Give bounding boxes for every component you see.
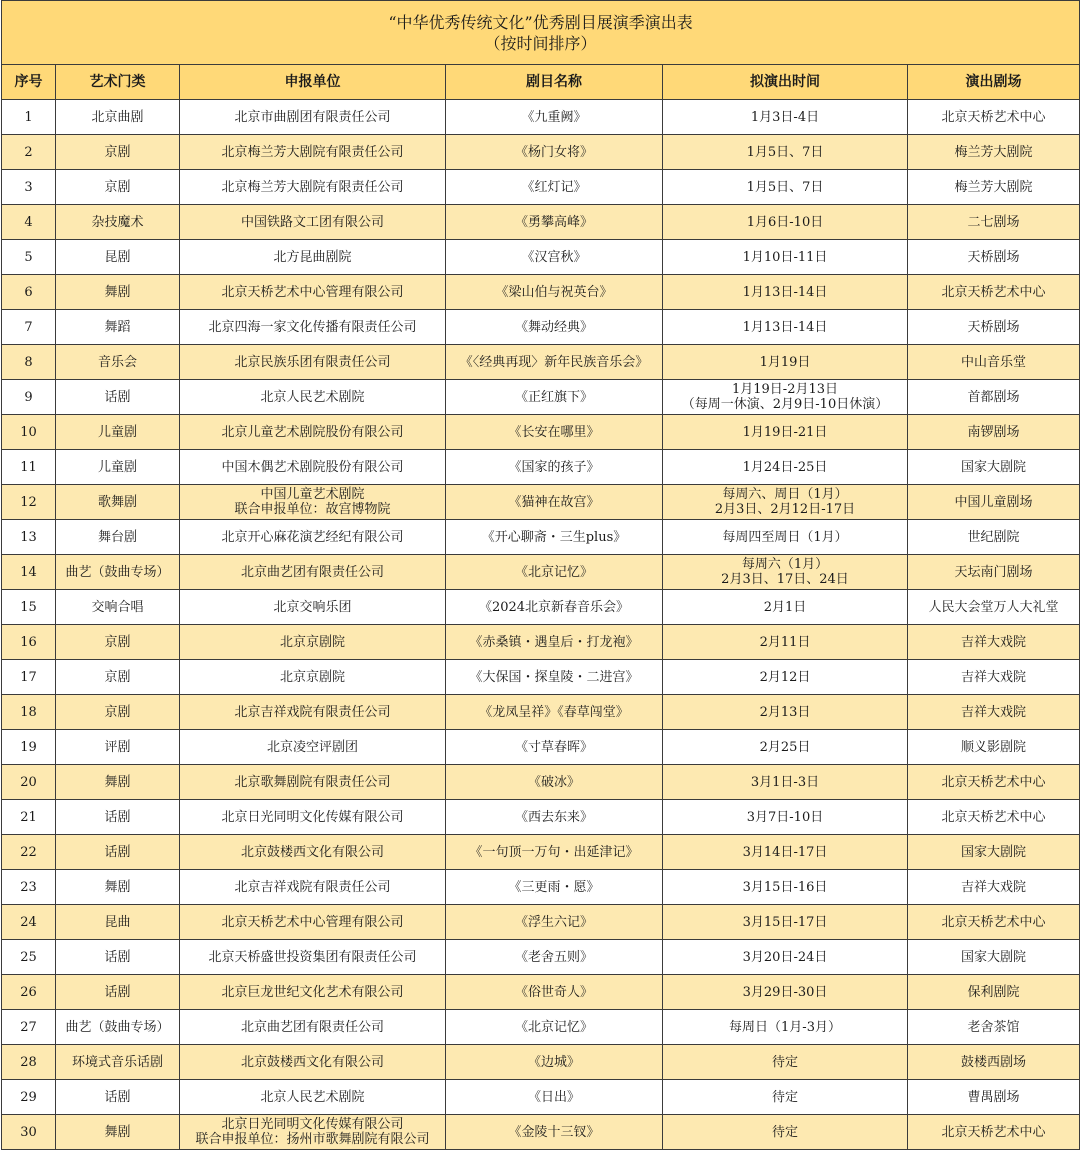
cell-category: 曲艺（鼓曲专场） xyxy=(56,555,180,590)
cell-no: 23 xyxy=(2,870,56,905)
header-row xyxy=(2,65,1080,100)
cell-category: 舞剧 xyxy=(56,275,180,310)
table-row xyxy=(2,485,1080,520)
cell-title: 《勇攀高峰》 xyxy=(446,205,663,240)
cell-unit-line: 北京天桥艺术中心管理有限公司 xyxy=(221,914,404,930)
cell-unit xyxy=(180,975,446,1010)
cell-unit-line: 北京京剧院 xyxy=(279,634,345,650)
cell-time-line: 3月14日-17日 xyxy=(742,844,828,860)
cell-venue: 鼓楼西剧场 xyxy=(908,1045,1080,1080)
cell-title: 《舞动经典》 xyxy=(446,310,663,345)
cell-time xyxy=(663,485,908,520)
cell-unit-line: 北京市曲剧团有限责任公司 xyxy=(234,109,391,125)
table-row xyxy=(2,170,1080,205)
cell-unit xyxy=(180,520,446,555)
cell-no: 15 xyxy=(2,590,56,625)
cell-unit-line: 北京曲艺团有限责任公司 xyxy=(240,564,384,580)
cell-time-line: 2月25日 xyxy=(759,739,811,755)
cell-time xyxy=(663,310,908,345)
cell-unit xyxy=(180,765,446,800)
cell-category: 音乐会 xyxy=(56,345,180,380)
cell-category: 话剧 xyxy=(56,1080,180,1115)
cell-venue: 首都剧场 xyxy=(908,380,1080,415)
cell-unit xyxy=(180,100,446,135)
header-time: 拟演出时间 xyxy=(663,65,908,100)
cell-no: 18 xyxy=(2,695,56,730)
cell-title: 《北京记忆》 xyxy=(446,1010,663,1045)
cell-unit xyxy=(180,380,446,415)
cell-category: 昆曲 xyxy=(56,905,180,940)
cell-time xyxy=(663,520,908,555)
cell-unit-line: 北京儿童艺术剧院股份有限公司 xyxy=(221,424,404,440)
cell-no: 19 xyxy=(2,730,56,765)
cell-venue: 北京天桥艺术中心 xyxy=(908,765,1080,800)
cell-time xyxy=(663,870,908,905)
cell-unit xyxy=(180,170,446,205)
table-row xyxy=(2,380,1080,415)
cell-time-line: 每周六（1月） xyxy=(741,557,829,572)
cell-venue: 吉祥大戏院 xyxy=(908,695,1080,730)
cell-time-line: 1月10日-11日 xyxy=(742,249,828,265)
table-row xyxy=(2,100,1080,135)
cell-unit-line: 北京日光同明文化传媒有限公司 xyxy=(221,1117,404,1132)
title-row xyxy=(2,1,1080,65)
cell-time-line: 1月6日-10日 xyxy=(746,214,824,230)
cell-venue: 老舍茶馆 xyxy=(908,1010,1080,1045)
cell-unit-line: 联合申报单位：故宫博物院 xyxy=(234,502,391,517)
cell-time xyxy=(663,170,908,205)
cell-venue: 天桥剧场 xyxy=(908,240,1080,275)
cell-venue: 北京天桥艺术中心 xyxy=(908,275,1080,310)
table-row xyxy=(2,1045,1080,1080)
cell-venue: 国家大剧院 xyxy=(908,835,1080,870)
cell-time-line: 2月3日、17日、24日 xyxy=(721,572,849,587)
table-row xyxy=(2,415,1080,450)
cell-category: 京剧 xyxy=(56,660,180,695)
cell-category: 京剧 xyxy=(56,135,180,170)
cell-unit-line: 中国铁路文工团有限公司 xyxy=(240,214,384,230)
cell-category: 京剧 xyxy=(56,170,180,205)
cell-unit-line: 中国木偶艺术剧院股份有限公司 xyxy=(221,459,404,475)
cell-time-line: 2月3日、2月12日-17日 xyxy=(714,502,856,517)
cell-title: 《长安在哪里》 xyxy=(446,415,663,450)
table-row xyxy=(2,730,1080,765)
cell-time-line: 2月11日 xyxy=(759,634,811,650)
header-venue: 演出剧场 xyxy=(908,65,1080,100)
cell-unit-line: 北京巨龙世纪文化艺术有限公司 xyxy=(221,984,404,1000)
cell-unit-line: 北京京剧院 xyxy=(279,669,345,685)
cell-venue: 二七剧场 xyxy=(908,205,1080,240)
table-row xyxy=(2,240,1080,275)
cell-no: 12 xyxy=(2,485,56,520)
cell-title: 《猫神在故宫》 xyxy=(446,485,663,520)
cell-venue: 北京天桥艺术中心 xyxy=(908,800,1080,835)
cell-category: 话剧 xyxy=(56,800,180,835)
cell-title: 《金陵十三钗》 xyxy=(446,1115,663,1150)
cell-no: 11 xyxy=(2,450,56,485)
table-row xyxy=(2,765,1080,800)
table-row xyxy=(2,1080,1080,1115)
cell-title: 《赤桑镇・遇皇后・打龙袍》 xyxy=(446,625,663,660)
cell-title: 《寸草春晖》 xyxy=(446,730,663,765)
cell-title: 《国家的孩子》 xyxy=(446,450,663,485)
cell-venue: 中山音乐堂 xyxy=(908,345,1080,380)
cell-time xyxy=(663,450,908,485)
table-row xyxy=(2,520,1080,555)
cell-time-line: 1月19日-21日 xyxy=(742,424,828,440)
cell-venue: 顺义影剧院 xyxy=(908,730,1080,765)
cell-unit-line: 北京鼓楼西文化有限公司 xyxy=(240,1054,384,1070)
cell-time-line: 3月20日-24日 xyxy=(742,949,828,965)
cell-time xyxy=(663,660,908,695)
cell-unit xyxy=(180,1115,446,1150)
table-row xyxy=(2,1115,1080,1150)
cell-unit xyxy=(180,555,446,590)
cell-unit-line: 北京吉祥戏院有限责任公司 xyxy=(234,704,391,720)
cell-time xyxy=(663,1045,908,1080)
cell-no: 7 xyxy=(2,310,56,345)
schedule-table xyxy=(1,0,1080,1150)
cell-time xyxy=(663,975,908,1010)
cell-time-line: 2月1日 xyxy=(763,599,807,615)
cell-title: 《俗世奇人》 xyxy=(446,975,663,1010)
table-row xyxy=(2,940,1080,975)
cell-unit-line: 北京歌舞剧院有限责任公司 xyxy=(234,774,391,790)
header-title: 剧目名称 xyxy=(446,65,663,100)
cell-time-line: 每周六、周日（1月） xyxy=(722,487,848,502)
cell-venue: 梅兰芳大剧院 xyxy=(908,135,1080,170)
cell-time xyxy=(663,345,908,380)
cell-time-line: 3月1日-3日 xyxy=(750,774,820,790)
cell-unit-line: 北方昆曲剧院 xyxy=(273,249,352,265)
cell-category: 舞台剧 xyxy=(56,520,180,555)
cell-time-line: 2月13日 xyxy=(759,704,811,720)
cell-title: 《浮生六记》 xyxy=(446,905,663,940)
cell-category: 北京曲剧 xyxy=(56,100,180,135)
cell-title: 《大保国・探皇陵・二进宫》 xyxy=(446,660,663,695)
cell-time xyxy=(663,135,908,170)
cell-venue: 曹禺剧场 xyxy=(908,1080,1080,1115)
page-subtitle: （按时间排序） xyxy=(484,33,597,53)
cell-venue: 南锣剧场 xyxy=(908,415,1080,450)
cell-venue: 国家大剧院 xyxy=(908,450,1080,485)
cell-no: 1 xyxy=(2,100,56,135)
cell-time xyxy=(663,205,908,240)
cell-category: 昆剧 xyxy=(56,240,180,275)
cell-no: 30 xyxy=(2,1115,56,1150)
cell-time-line: 3月15日-16日 xyxy=(742,879,828,895)
table-row xyxy=(2,905,1080,940)
cell-time-line: 1月3日-4日 xyxy=(750,109,820,125)
cell-time xyxy=(663,695,908,730)
cell-no: 17 xyxy=(2,660,56,695)
cell-no: 13 xyxy=(2,520,56,555)
table-row xyxy=(2,135,1080,170)
cell-unit-line: 北京天桥艺术中心管理有限公司 xyxy=(221,284,404,300)
cell-no: 20 xyxy=(2,765,56,800)
cell-unit xyxy=(180,345,446,380)
cell-no: 4 xyxy=(2,205,56,240)
cell-unit-line: 北京曲艺团有限责任公司 xyxy=(240,1019,384,1035)
cell-no: 26 xyxy=(2,975,56,1010)
cell-category: 京剧 xyxy=(56,695,180,730)
cell-unit xyxy=(180,590,446,625)
cell-unit xyxy=(180,310,446,345)
cell-title: 《杨门女将》 xyxy=(446,135,663,170)
cell-time-line: 每周四至周日（1月） xyxy=(722,529,848,545)
cell-category: 话剧 xyxy=(56,380,180,415)
table-row xyxy=(2,1010,1080,1045)
cell-time-line: 1月19日-2月13日 xyxy=(731,382,839,397)
cell-time xyxy=(663,905,908,940)
table-row xyxy=(2,870,1080,905)
cell-category: 京剧 xyxy=(56,625,180,660)
cell-time-line: 1月13日-14日 xyxy=(742,319,828,335)
cell-title: 《汉宫秋》 xyxy=(446,240,663,275)
cell-time xyxy=(663,380,908,415)
cell-unit xyxy=(180,695,446,730)
cell-time xyxy=(663,590,908,625)
cell-venue: 国家大剧院 xyxy=(908,940,1080,975)
cell-category: 舞剧 xyxy=(56,765,180,800)
cell-unit xyxy=(180,730,446,765)
cell-time-line: 待定 xyxy=(771,1054,798,1070)
table-row xyxy=(2,695,1080,730)
cell-venue: 吉祥大戏院 xyxy=(908,625,1080,660)
cell-category: 话剧 xyxy=(56,835,180,870)
cell-no: 24 xyxy=(2,905,56,940)
cell-no: 29 xyxy=(2,1080,56,1115)
cell-title: 《老舍五则》 xyxy=(446,940,663,975)
cell-no: 3 xyxy=(2,170,56,205)
cell-unit xyxy=(180,275,446,310)
cell-unit xyxy=(180,835,446,870)
cell-venue: 保利剧院 xyxy=(908,975,1080,1010)
cell-unit xyxy=(180,940,446,975)
cell-venue: 人民大会堂万人大礼堂 xyxy=(908,590,1080,625)
cell-title: 《一句顶一万句・出延津记》 xyxy=(446,835,663,870)
cell-venue: 天坛南门剧场 xyxy=(908,555,1080,590)
table-row xyxy=(2,205,1080,240)
cell-venue: 吉祥大戏院 xyxy=(908,870,1080,905)
cell-time-line: 待定 xyxy=(771,1089,798,1105)
cell-title: 《破冰》 xyxy=(446,765,663,800)
cell-no: 2 xyxy=(2,135,56,170)
cell-unit-line: 北京四海一家文化传播有限责任公司 xyxy=(208,319,417,335)
cell-title: 《三更雨・愿》 xyxy=(446,870,663,905)
cell-unit-line: 北京梅兰芳大剧院有限责任公司 xyxy=(221,179,404,195)
table-row xyxy=(2,660,1080,695)
cell-unit-line: 北京梅兰芳大剧院有限责任公司 xyxy=(221,144,404,160)
cell-unit xyxy=(180,240,446,275)
cell-category: 评剧 xyxy=(56,730,180,765)
cell-title: 《龙凤呈祥》《春草闯堂》 xyxy=(446,695,663,730)
cell-unit-line: 北京吉祥戏院有限责任公司 xyxy=(234,879,391,895)
cell-time xyxy=(663,555,908,590)
cell-unit xyxy=(180,135,446,170)
cell-time-line: 1月13日-14日 xyxy=(742,284,828,300)
cell-title: 《日出》 xyxy=(446,1080,663,1115)
cell-venue: 北京天桥艺术中心 xyxy=(908,905,1080,940)
cell-no: 10 xyxy=(2,415,56,450)
cell-unit xyxy=(180,450,446,485)
cell-venue: 北京天桥艺术中心 xyxy=(908,100,1080,135)
cell-unit xyxy=(180,1080,446,1115)
cell-no: 22 xyxy=(2,835,56,870)
cell-unit xyxy=(180,625,446,660)
cell-time-line: 3月7日-10日 xyxy=(746,809,824,825)
page-title: “中华优秀传统文化”优秀剧目展演季演出表 xyxy=(388,12,693,32)
cell-title: 《边城》 xyxy=(446,1045,663,1080)
cell-unit-line: 中国儿童艺术剧院 xyxy=(260,487,365,502)
header-no: 序号 xyxy=(2,65,56,100)
cell-time-line: 2月12日 xyxy=(759,669,811,685)
cell-title: 《红灯记》 xyxy=(446,170,663,205)
cell-unit-line: 北京天桥盛世投资集团有限责任公司 xyxy=(208,949,417,965)
cell-title: 《西去东来》 xyxy=(446,800,663,835)
cell-title: 《九重阙》 xyxy=(446,100,663,135)
cell-venue: 梅兰芳大剧院 xyxy=(908,170,1080,205)
table-row xyxy=(2,625,1080,660)
title-cell xyxy=(2,1,1080,65)
cell-unit xyxy=(180,800,446,835)
cell-unit xyxy=(180,485,446,520)
cell-time xyxy=(663,1010,908,1045)
cell-no: 14 xyxy=(2,555,56,590)
table-row xyxy=(2,800,1080,835)
cell-time xyxy=(663,1080,908,1115)
cell-venue: 吉祥大戏院 xyxy=(908,660,1080,695)
cell-category: 环境式音乐话剧 xyxy=(56,1045,180,1080)
table-row xyxy=(2,555,1080,590)
cell-unit xyxy=(180,905,446,940)
table-row xyxy=(2,590,1080,625)
cell-category: 交响合唱 xyxy=(56,590,180,625)
table-row xyxy=(2,450,1080,485)
cell-unit xyxy=(180,660,446,695)
cell-time xyxy=(663,275,908,310)
cell-unit-line: 北京日光同明文化传媒有限公司 xyxy=(221,809,404,825)
cell-time-line: 待定 xyxy=(771,1124,798,1140)
cell-no: 21 xyxy=(2,800,56,835)
cell-unit-line: 北京人民艺术剧院 xyxy=(260,1089,365,1105)
cell-category: 儿童剧 xyxy=(56,450,180,485)
header-unit: 申报单位 xyxy=(180,65,446,100)
cell-category: 杂技魔术 xyxy=(56,205,180,240)
cell-no: 27 xyxy=(2,1010,56,1045)
cell-unit-line: 北京鼓楼西文化有限公司 xyxy=(240,844,384,860)
cell-time xyxy=(663,625,908,660)
cell-title: 《梁山伯与祝英台》 xyxy=(446,275,663,310)
table-row xyxy=(2,275,1080,310)
table-row xyxy=(2,835,1080,870)
cell-time-line: 3月29日-30日 xyxy=(742,984,828,1000)
cell-unit xyxy=(180,1010,446,1045)
cell-time xyxy=(663,940,908,975)
cell-time xyxy=(663,100,908,135)
cell-time xyxy=(663,835,908,870)
cell-no: 25 xyxy=(2,940,56,975)
cell-time xyxy=(663,800,908,835)
cell-venue: 天桥剧场 xyxy=(908,310,1080,345)
cell-time-line: 3月15日-17日 xyxy=(742,914,828,930)
cell-title: 《北京记忆》 xyxy=(446,555,663,590)
cell-unit-line: 北京人民艺术剧院 xyxy=(260,389,365,405)
cell-time xyxy=(663,730,908,765)
cell-unit xyxy=(180,205,446,240)
cell-unit-line: 联合申报单位：扬州市歌舞剧院有限公司 xyxy=(195,1132,430,1147)
cell-unit xyxy=(180,870,446,905)
cell-time-line: 1月5日、7日 xyxy=(746,179,824,195)
cell-time-line: 1月5日、7日 xyxy=(746,144,824,160)
table-row xyxy=(2,345,1080,380)
cell-category: 话剧 xyxy=(56,940,180,975)
cell-no: 16 xyxy=(2,625,56,660)
cell-no: 9 xyxy=(2,380,56,415)
cell-no: 6 xyxy=(2,275,56,310)
cell-venue: 中国儿童剧场 xyxy=(908,485,1080,520)
cell-title: 《〈经典再现〉新年民族音乐会》 xyxy=(446,345,663,380)
cell-time-line: （每周一休演、2月9日-10日休演） xyxy=(681,397,889,412)
cell-venue: 世纪剧院 xyxy=(908,520,1080,555)
cell-unit xyxy=(180,415,446,450)
cell-time xyxy=(663,415,908,450)
cell-category: 歌舞剧 xyxy=(56,485,180,520)
cell-unit xyxy=(180,1045,446,1080)
cell-time-line: 1月19日 xyxy=(759,354,811,370)
cell-unit-line: 北京民族乐团有限责任公司 xyxy=(234,354,391,370)
cell-category: 儿童剧 xyxy=(56,415,180,450)
cell-venue: 北京天桥艺术中心 xyxy=(908,1115,1080,1150)
table-row xyxy=(2,975,1080,1010)
cell-unit-line: 北京开心麻花演艺经纪有限公司 xyxy=(221,529,404,545)
cell-unit-line: 北京交响乐团 xyxy=(273,599,352,615)
header-category: 艺术门类 xyxy=(56,65,180,100)
cell-unit-line: 北京凌空评剧团 xyxy=(266,739,358,755)
cell-category: 曲艺（鼓曲专场） xyxy=(56,1010,180,1045)
cell-time xyxy=(663,1115,908,1150)
cell-category: 舞剧 xyxy=(56,870,180,905)
table-row xyxy=(2,310,1080,345)
cell-category: 舞蹈 xyxy=(56,310,180,345)
cell-no: 28 xyxy=(2,1045,56,1080)
cell-time-line: 1月24日-25日 xyxy=(742,459,828,475)
cell-no: 8 xyxy=(2,345,56,380)
cell-category: 舞剧 xyxy=(56,1115,180,1150)
cell-no: 5 xyxy=(2,240,56,275)
cell-category: 话剧 xyxy=(56,975,180,1010)
cell-time xyxy=(663,240,908,275)
cell-time xyxy=(663,765,908,800)
cell-title: 《开心聊斋・三生plus》 xyxy=(446,520,663,555)
cell-time-line: 每周日（1月-3月） xyxy=(729,1019,841,1035)
cell-title: 《正红旗下》 xyxy=(446,380,663,415)
cell-title: 《2024北京新春音乐会》 xyxy=(446,590,663,625)
